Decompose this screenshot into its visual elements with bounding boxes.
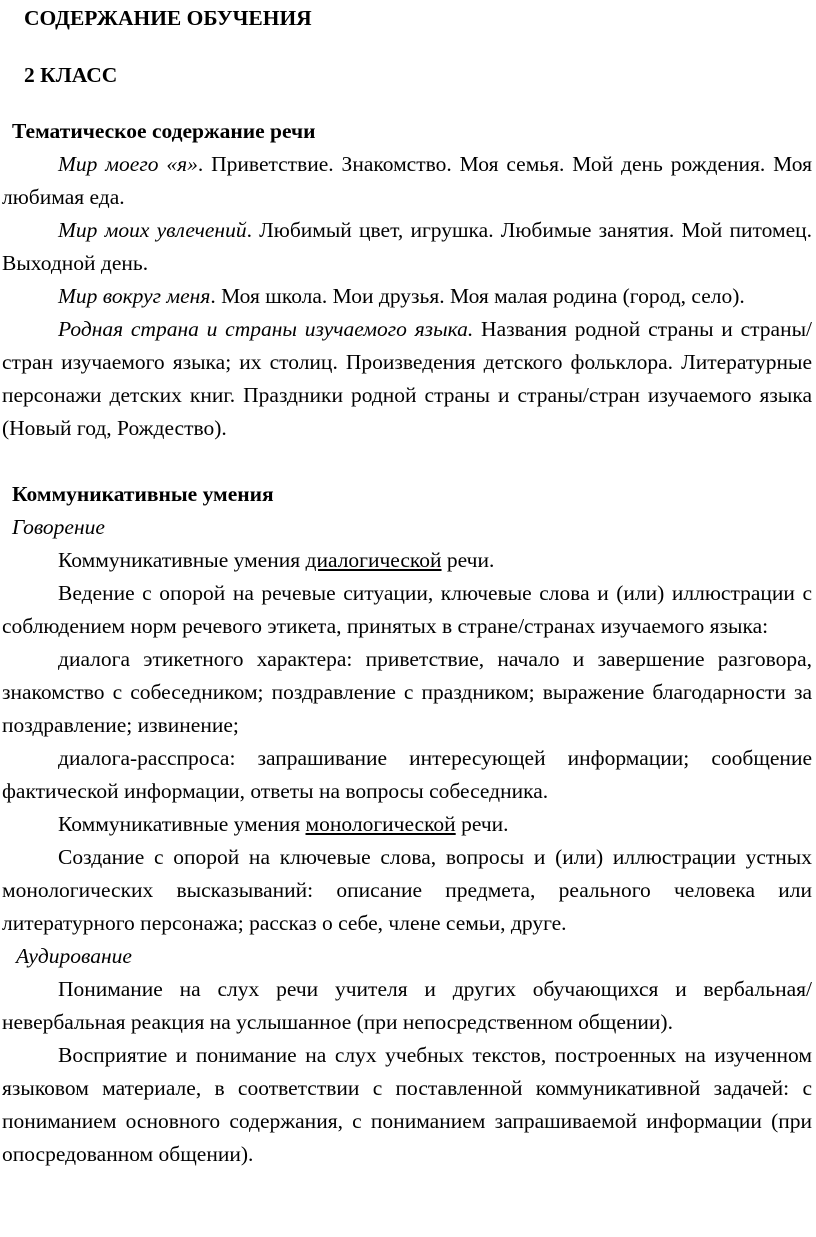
- paragraph-monolog-intro: [2, 808, 812, 841]
- intro-text: Коммуникативные умения: [58, 548, 306, 572]
- grade-heading: 2 КЛАСС: [24, 63, 118, 87]
- intro-text-end: речи.: [441, 548, 495, 572]
- paragraph-my-world: [2, 148, 812, 214]
- topic-lead: Родная страна и страны изучаемого языка.: [58, 317, 474, 341]
- paragraph-native-country: [2, 313, 812, 445]
- paragraph-my-hobbies: [2, 214, 812, 280]
- section-heading-communicative-skills: Коммуникативные умения: [12, 482, 274, 506]
- subheading-listening: Аудирование: [16, 944, 132, 968]
- topic-lead: Мир моего «я»: [58, 152, 198, 176]
- subheading-speaking: Говорение: [12, 515, 105, 539]
- paragraph-monolog-creation: Создание с опорой на ключевые слова, вопросы и (или) иллюстрации устных монологических высказываний: описание предмета, реального человека или литературного персонажа; рассказ о себе, члене семьи, друге.: [2, 845, 812, 935]
- topic-text: . Моя школа. Мои друзья. Моя малая родина (город, село).: [210, 284, 745, 308]
- underlined-term: диалогической: [305, 548, 442, 572]
- paragraph-etiquette-dialog: диалога этикетного характера: приветствие, начало и завершение разговора, знакомство с собеседником; поздравление с праздником; выражение благодарности за поздравление; извинение;: [2, 647, 812, 737]
- paragraph-inquiry-dialog: диалога-расспроса: запрашивание интересующей информации; сообщение фактической информации, ответы на вопросы собеседника.: [2, 746, 812, 803]
- underlined-term: монологической: [305, 812, 456, 836]
- intro-text-end: речи.: [455, 812, 509, 836]
- topic-lead: Мир моих увлечений: [58, 218, 247, 242]
- document-page: [0, 2, 816, 1237]
- paragraph-listening-texts: Восприятие и понимание на слух учебных текстов, построенных на изученном языковом материале, в соответствии с поставленной коммуникативной задачей: с пониманием основного содержания, с пониманием запрашиваемой информации (при опосредованном общении).: [2, 1043, 812, 1166]
- topic-text: Названия родной страны и страны/стран изучаемого языка; их столиц. Произведения детского фольклора. Литературные персонажи детских книг. Праздники родной страны и страны/стран изучаемого языка (Новый год, Рождество).: [2, 317, 812, 440]
- topic-lead: Мир вокруг меня: [58, 284, 211, 308]
- intro-text: Коммуникативные умения: [58, 812, 306, 836]
- paragraph-world-around: [2, 280, 812, 313]
- topic-text: . Любимый цвет, игрушка. Любимые занятия. Мой питомец. Выходной день.: [2, 218, 812, 275]
- document-title: СОДЕРЖАНИЕ ОБУЧЕНИЯ: [24, 6, 312, 30]
- paragraph-dialog-conduct: Ведение с опорой на речевые ситуации, ключевые слова и (или) иллюстрации с соблюдением норм речевого этикета, принятых в стране/странах изучаемого языка:: [2, 581, 812, 638]
- topic-text: . Приветствие. Знакомство. Моя семья. Мой день рождения. Моя любимая еда.: [2, 152, 812, 209]
- paragraph-dialog-intro: [2, 544, 812, 577]
- section-heading-thematic-content: Тематическое содержание речи: [12, 119, 316, 143]
- paragraph-listening-understanding: Понимание на слух речи учителя и других обучающихся и вербальная/невербальная реакция на услышанное (при непосредственном общении).: [2, 977, 812, 1034]
